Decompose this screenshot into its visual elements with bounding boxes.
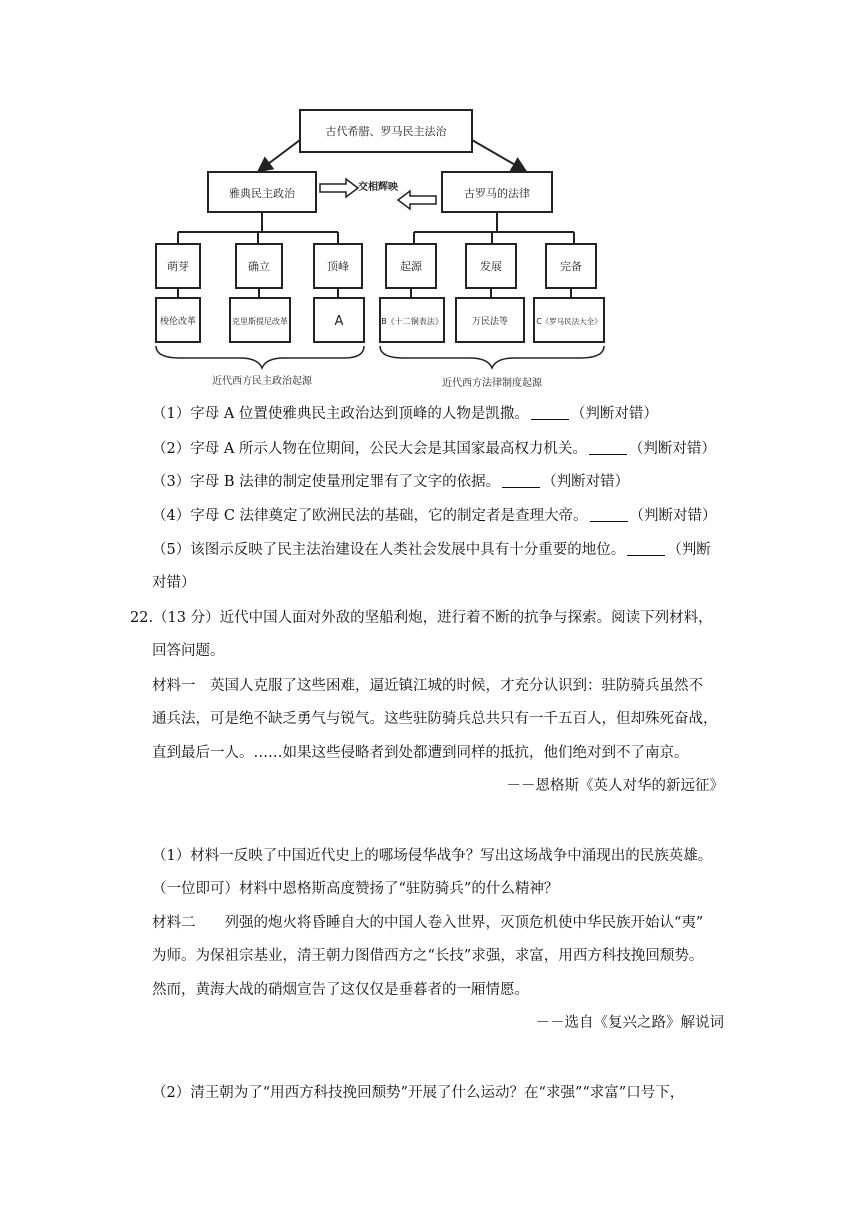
question-5: （5）该图示反映了民主法治建设在人类社会发展中具有十分重要的地位。 （判断 (152, 542, 711, 558)
right-detail-3: C《罗马民法大全》 (536, 317, 602, 326)
subquestion-1-line-2: （一位即可）材料中恩格斯高度赞扬了“驻防骑兵”的什么精神？ (152, 881, 559, 897)
question-3: （3）字母 B 法律的制定使量刑定罪有了文字的依据。 （判断对错） (152, 474, 630, 490)
subquestion-1-line-1: （1）材料一反映了中国近代史上的哪场侵华战争？写出这场战争中涌现出的民族英雄。 (152, 848, 713, 864)
left-brace (156, 346, 364, 368)
left-stage-2: 确立 (248, 260, 270, 273)
right-origin-label: 近代西方法律制度起源 (442, 378, 542, 389)
question-1: （1）字母 A 位置使雅典民主政治达到顶峰的人物是凯撒。 （判断对错） (152, 406, 658, 422)
left-detail-1: 梭伦改革 (159, 317, 197, 327)
answer-blank[interactable] (627, 541, 665, 556)
right-detail-1: B《十二铜表法》 (381, 317, 443, 326)
material-2-line-1: 材料二 列强的炮火将昏睡自大的中国人卷入世界，灭顶危机使中华民族开始认“夷” (152, 915, 704, 931)
q22-intro-1: 22.（13 分）近代中国人面对外敌的坚船利炮，进行着不断的抗争与探索。阅读下列材料， (130, 610, 713, 626)
material-1-line-2: 通兵法，可是绝不缺乏勇气与锐气。这些驻防骑兵总共只有一千五百人，但却殊死奋战， (152, 711, 718, 727)
question-4: （4）字母 C 法律奠定了欧洲民法的基础，它的制定者是查理大帝。 （判断对错） (152, 508, 717, 524)
left-stage-3: 顶峰 (327, 260, 349, 273)
right-brace (380, 346, 604, 368)
material-2-line-3: 然而，黄海大战的硝烟宣告了这仅仅是垂暮者的一厢情愿。 (152, 982, 529, 998)
answer-blank[interactable] (590, 507, 628, 522)
question-5-cont: 对错） (152, 575, 196, 591)
right-stage-3: 完备 (560, 260, 582, 273)
answer-blank[interactable] (502, 473, 540, 488)
rome-label: 古罗马的法律 (464, 187, 530, 200)
material-1-line-1: 材料一 英国人克服了这些困难，逼近镇江城的时候，才充分认识到：驻防骑兵虽然不 (152, 678, 703, 694)
root-label: 古代希腊、罗马民主法治 (325, 125, 447, 138)
diagram-svg (150, 104, 736, 394)
material-2-line-2: 为师。为保祖宗基业，清王朝力图借西方之“长技”求强，求富，用西方科技挽回颓势。 (152, 948, 704, 964)
material-1-line-3: 直到最后一人。……如果这些侵略者到处都遭到同样的抵抗，他们绝对到不了南京。 (152, 745, 689, 761)
material-2-source: －－选自《复兴之路》解说词 (535, 1015, 724, 1031)
left-stage-1: 萌芽 (167, 260, 189, 273)
left-detail-2: 克里斯提尼改革 (232, 317, 288, 326)
answer-blank[interactable] (531, 405, 569, 420)
question-2: （2）字母 A 所示人物在位期间，公民大会是其国家最高权力机关。 （判断对错） (152, 441, 716, 457)
right-stage-2: 发展 (480, 260, 502, 273)
subquestion-2-line-1: （2）清王朝为了“用西方科技挽回颓势”开展了什么运动？在“求强”“求富”口号下， (152, 1085, 685, 1101)
athens-label: 雅典民主政治 (229, 187, 295, 200)
right-stage-1: 起源 (400, 260, 422, 273)
left-origin-label: 近代西方民主政治起源 (212, 376, 312, 387)
q22-intro-2: 回答问题。 (152, 643, 225, 659)
middle-label: 交相辉映 (358, 182, 398, 193)
right-detail-2: 万民法等 (471, 317, 509, 327)
answer-blank[interactable] (589, 440, 627, 455)
knowledge-diagram (150, 104, 736, 394)
left-detail-3: A (334, 314, 344, 329)
material-1-source: －－恩格斯《英人对华的新远征》 (506, 778, 724, 794)
